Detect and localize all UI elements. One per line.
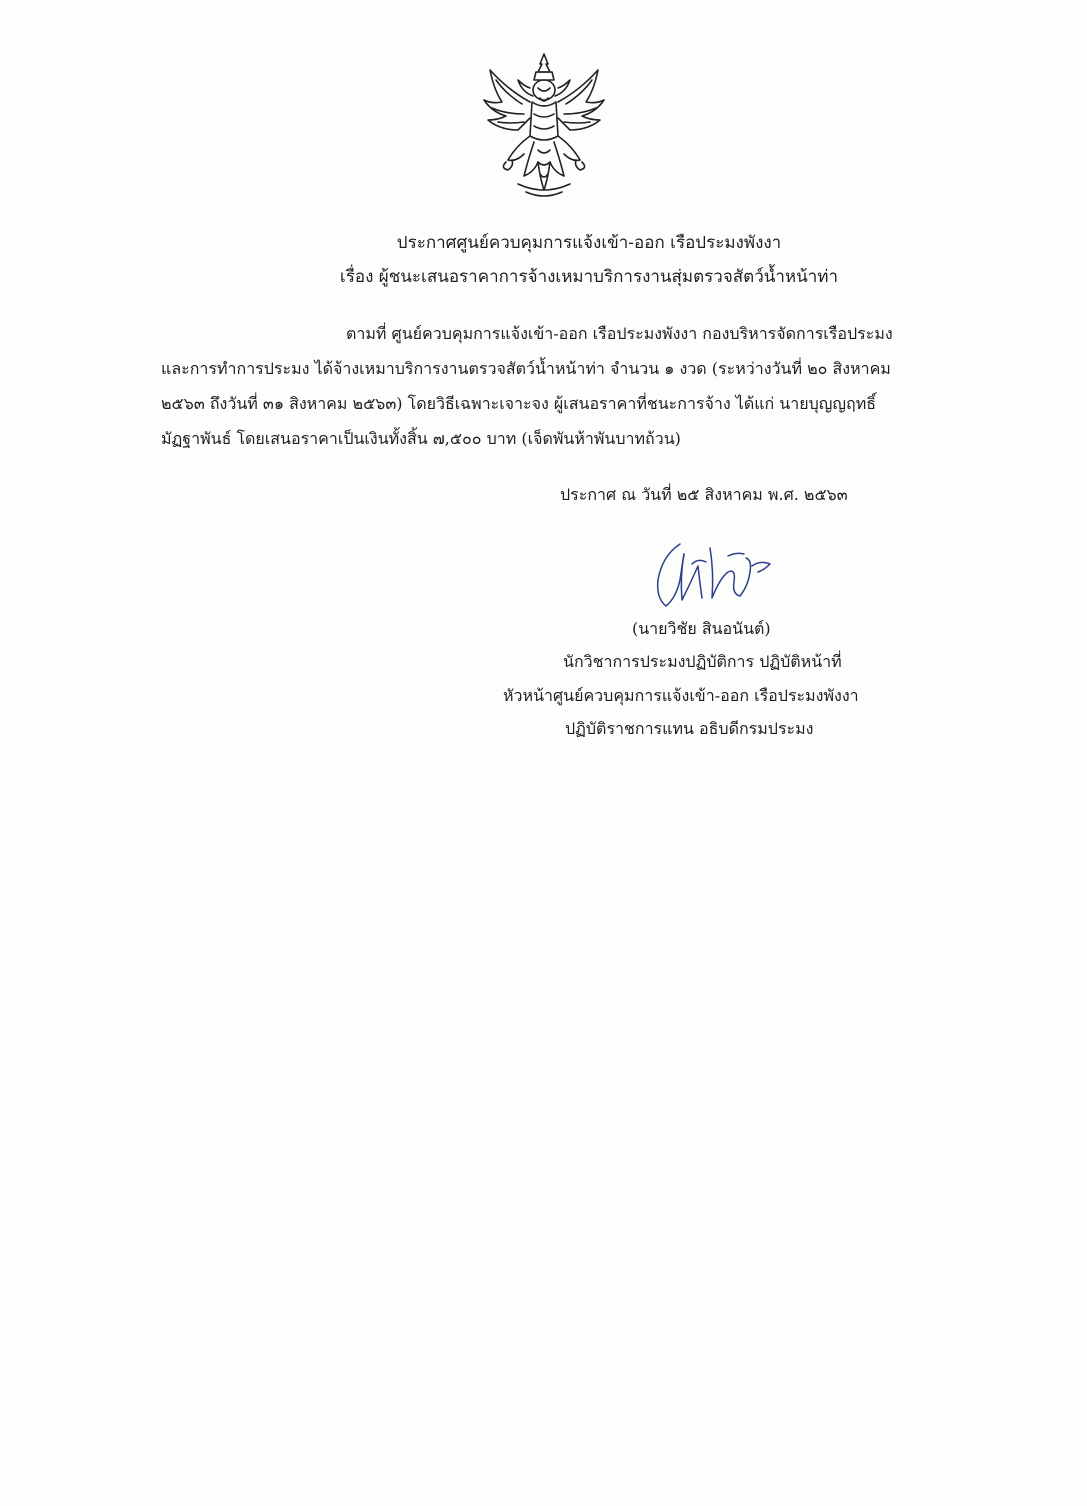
signer-position-line-2: หัวหน้าศูนย์ควบคุมการแจ้งเข้า-ออก เรือประมงพังงา xyxy=(503,686,859,705)
body-line-3: ๒๕๖๓ ถึงวันที่ ๓๑ สิงหาคม ๒๕๖๓) โดยวิธีเฉพาะเจาะจง ผู้เสนอราคาที่ชนะการจ้าง ได้แก่ นายบุญญฤทธิ์ xyxy=(161,394,877,413)
announcement-date: ประกาศ ณ วันที่ ๒๕ สิงหาคม พ.ศ. ๒๕๖๓ xyxy=(560,485,848,504)
signer-position-line-1: นักวิชาการประมงปฏิบัติการ ปฏิบัติหน้าที่ xyxy=(563,652,842,671)
body-line-2: และการทำการประมง ได้จ้างเหมาบริการงานตรวจสัตว์น้ำหน้าท่า จำนวน ๑ งวด (ระหว่างวันที่ ๒๐ สิงหาคม xyxy=(161,359,891,378)
body-line-4: มัฏฐาพันธ์ โดยเสนอราคาเป็นเงินทั้งสิ้น ๗,๕๐๐ บาท (เจ็ดพันห้าพันบาทถ้วน) xyxy=(161,429,681,448)
signer-position-line-3: ปฏิบัติราชการแทน อธิบดีกรมประมง xyxy=(565,719,814,738)
heading-title: ประกาศศูนย์ควบคุมการแจ้งเข้า-ออก เรือประมงพังงา xyxy=(396,233,782,253)
garuda-emblem-icon xyxy=(478,50,610,202)
body-line-1: ตามที่ ศูนย์ควบคุมการแจ้งเข้า-ออก เรือประมงพังงา กองบริหารจัดการเรือประมง xyxy=(346,324,893,343)
handwritten-signature-icon xyxy=(640,536,790,616)
heading-subject: เรื่อง ผู้ชนะเสนอราคาการจ้างเหมาบริการงานสุ่มตรวจสัตว์น้ำหน้าท่า xyxy=(339,267,839,287)
signer-name: (นายวิชัย สินอนันต์) xyxy=(632,619,771,638)
